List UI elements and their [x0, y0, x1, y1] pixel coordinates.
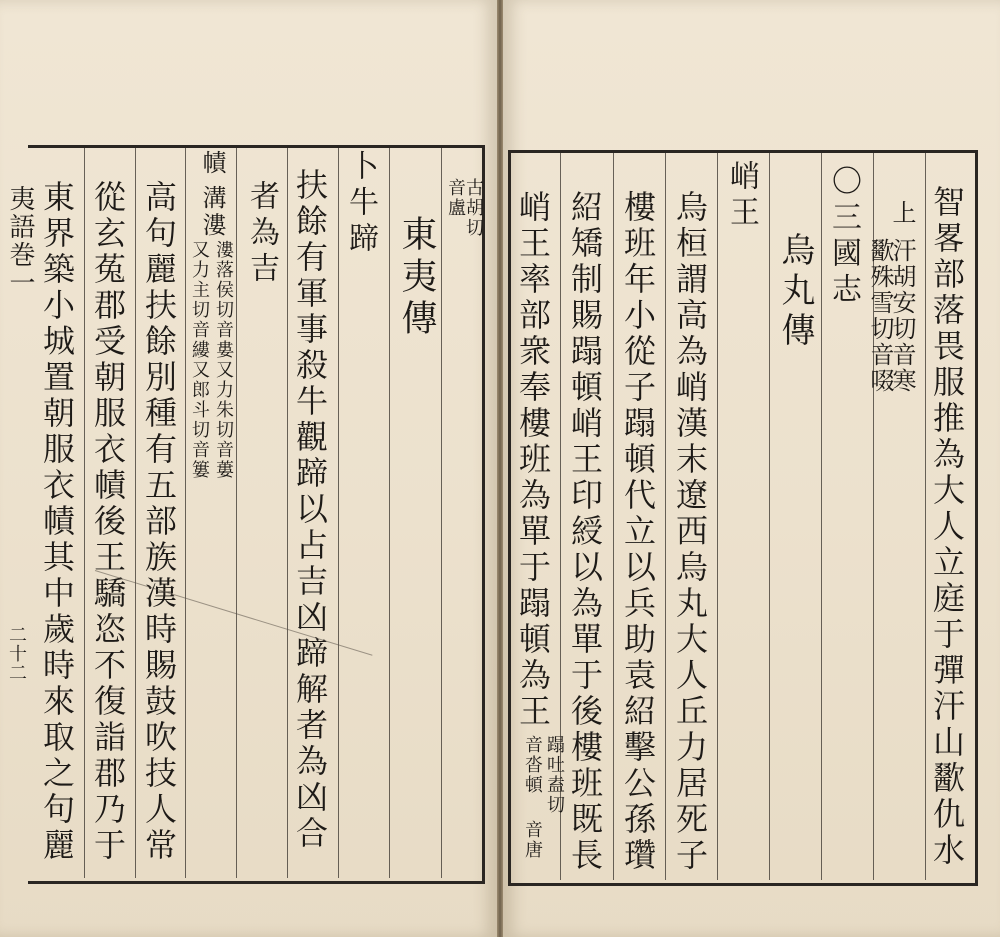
heading-divination: 卜牛蹄: [343, 150, 378, 258]
column-rule: [236, 148, 237, 878]
text-column: 烏桓謂高為峭漢末遼西烏丸大人丘力居死子: [671, 190, 709, 874]
column-rule: [185, 148, 186, 878]
column-rule: [821, 153, 822, 880]
column-rule: [338, 148, 339, 878]
column-rule: [925, 153, 926, 880]
column-rule: [665, 153, 666, 880]
text-column: 紹矯制賜蹋頓峭王印綬以為單于後樓班既長: [566, 190, 604, 874]
note-ta-3: 音唐: [522, 820, 543, 860]
heading-qiaowang: 峭王: [724, 160, 759, 232]
note-ta: 蹋吐盍切: [544, 735, 565, 815]
text-column: 從玄菟郡受朝服衣幘後王驕恣不復詣郡乃于: [89, 180, 127, 864]
column-rule: [389, 148, 390, 878]
column-rule: [717, 153, 718, 880]
text-column: 樓班年小從子蹋頓代立以兵助袁紹擊公孫瓚: [619, 190, 657, 874]
note-han: 汗胡安切音寒: [888, 238, 916, 394]
note-han-shang: 上: [888, 200, 916, 227]
column-rule: [287, 148, 288, 878]
column-rule: [135, 148, 136, 878]
column-rule: [613, 153, 614, 880]
text-column: 扶餘有軍事殺牛觀蹄以占吉凶蹄解者為凶合: [291, 168, 329, 852]
text-column: 峭王率部衆奉樓班為單于蹋頓為王: [514, 190, 552, 730]
note-chuo: 歠殊雪切音啜: [866, 238, 894, 394]
section-title: 東夷傳: [396, 215, 437, 341]
left-page: [0, 0, 497, 937]
text-column: 東界築小城置朝服衣幘其中歲時來取之句麗: [38, 180, 76, 864]
note-goulou: 溝漊: [198, 185, 226, 239]
note-ze: 幘: [198, 150, 226, 177]
text-column: 者為吉: [244, 180, 279, 288]
text-column: 高句麗扶餘別種有五部族漢時賜鼓吹技人常: [140, 180, 178, 864]
volume-edge-title: 夷語巻一: [5, 185, 35, 297]
note-lou-pronunciation-2: 又力主切音縷又郎斗切音簍: [189, 240, 210, 480]
folio-number: 二十二: [6, 625, 27, 682]
column-rule: [84, 148, 85, 878]
column-rule: [441, 148, 442, 878]
note-lou-pronunciation: 漊落侯切音婁又力朱切音蔞: [213, 240, 234, 480]
note-ta-2: 音沓頓: [522, 735, 543, 795]
header-pronunciation-note: 古胡切 音盧: [445, 178, 484, 238]
heading-sanguozhi: 〇三國志: [826, 165, 861, 309]
right-page: [503, 0, 1000, 937]
heading-wuwan: 烏丸傳: [775, 232, 815, 352]
column-rule: [769, 153, 770, 880]
text-column: 智畧部落畏服推為大人立庭于彈汗山歠仇水: [928, 185, 966, 869]
